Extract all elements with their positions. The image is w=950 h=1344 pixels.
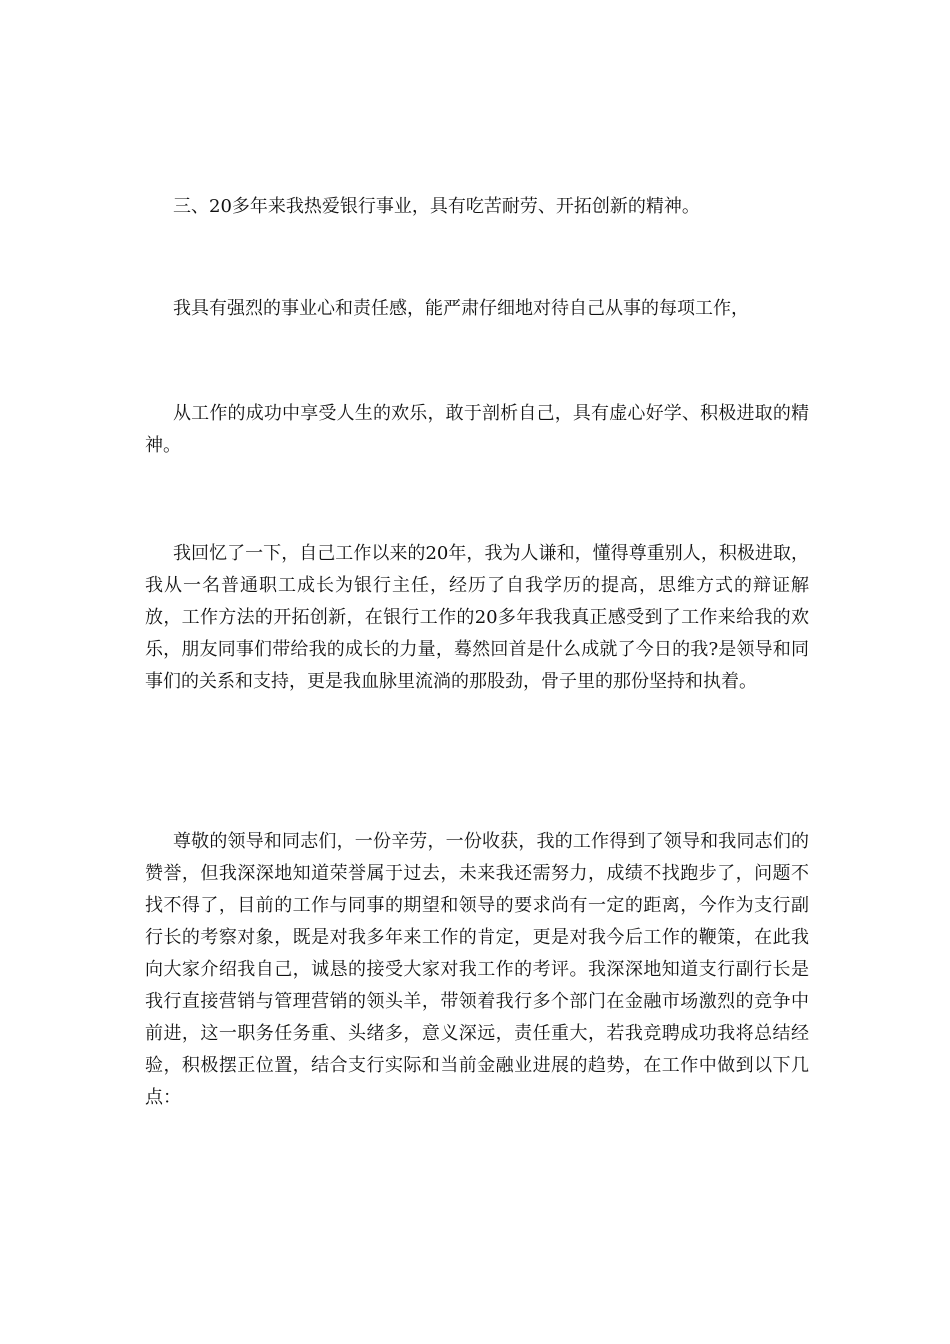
paragraph-address-leaders: 尊敬的领导和同志们，一份辛劳，一份收获，我的工作得到了领导和我同志们的赞誉，但我深深地知道荣誉属于过去，未来我还需努力，成绩不找跑步了，问题不找不得了，目前的工作与同事的期望和领导的要求尚有一定的距离，今作为支行副行长的考察对象，既是对我多年来工作的肯定，更是对我今后工作的鞭策，在此我向大家介绍我自己，诚恳的接受大家对我工作的考评。我深深地知道支行副行长是我行直接营销与管理营销的领头羊，带领着我行多个部门在金融市场激烈的竞争中前进，这一职务任务重、头绪多，意义深远，责任重大，若我竞聘成功我将总结经验，积极摆正位置，结合支行实际和当前金融业进展的趋势，在工作中做到以下几点：: [145, 831, 809, 1108]
paragraph-section-three: 三、20多年来我热爱银行事业，具有吃苦耐劳、开拓创新的精神。: [173, 196, 700, 217]
paragraph-recollection: 我回忆了一下，自己工作以来的20年，我为人谦和，懂得尊重别人，积极进取，我从一名普通职工成长为银行主任，经历了自我学历的提高，思维方式的辩证解放，工作方法的开拓创新，在银行工作的20多年我我真正感受到了工作来给我的欢乐，朋友同事们带给我的成长的力量，蓦然回首是什么成就了今日的我?是领导和同事们的关系和支持，更是我血脉里流淌的那股劲，骨子里的那份坚持和执着。: [145, 543, 809, 692]
paragraph-enjoy-success: 从工作的成功中享受人生的欢乐，敢于剖析自己，具有虚心好学、积极进取的精神。: [145, 403, 809, 456]
paragraph-responsibility: 我具有强烈的事业心和责任感，能严肃仔细地对待自己从事的每项工作，: [173, 298, 749, 319]
